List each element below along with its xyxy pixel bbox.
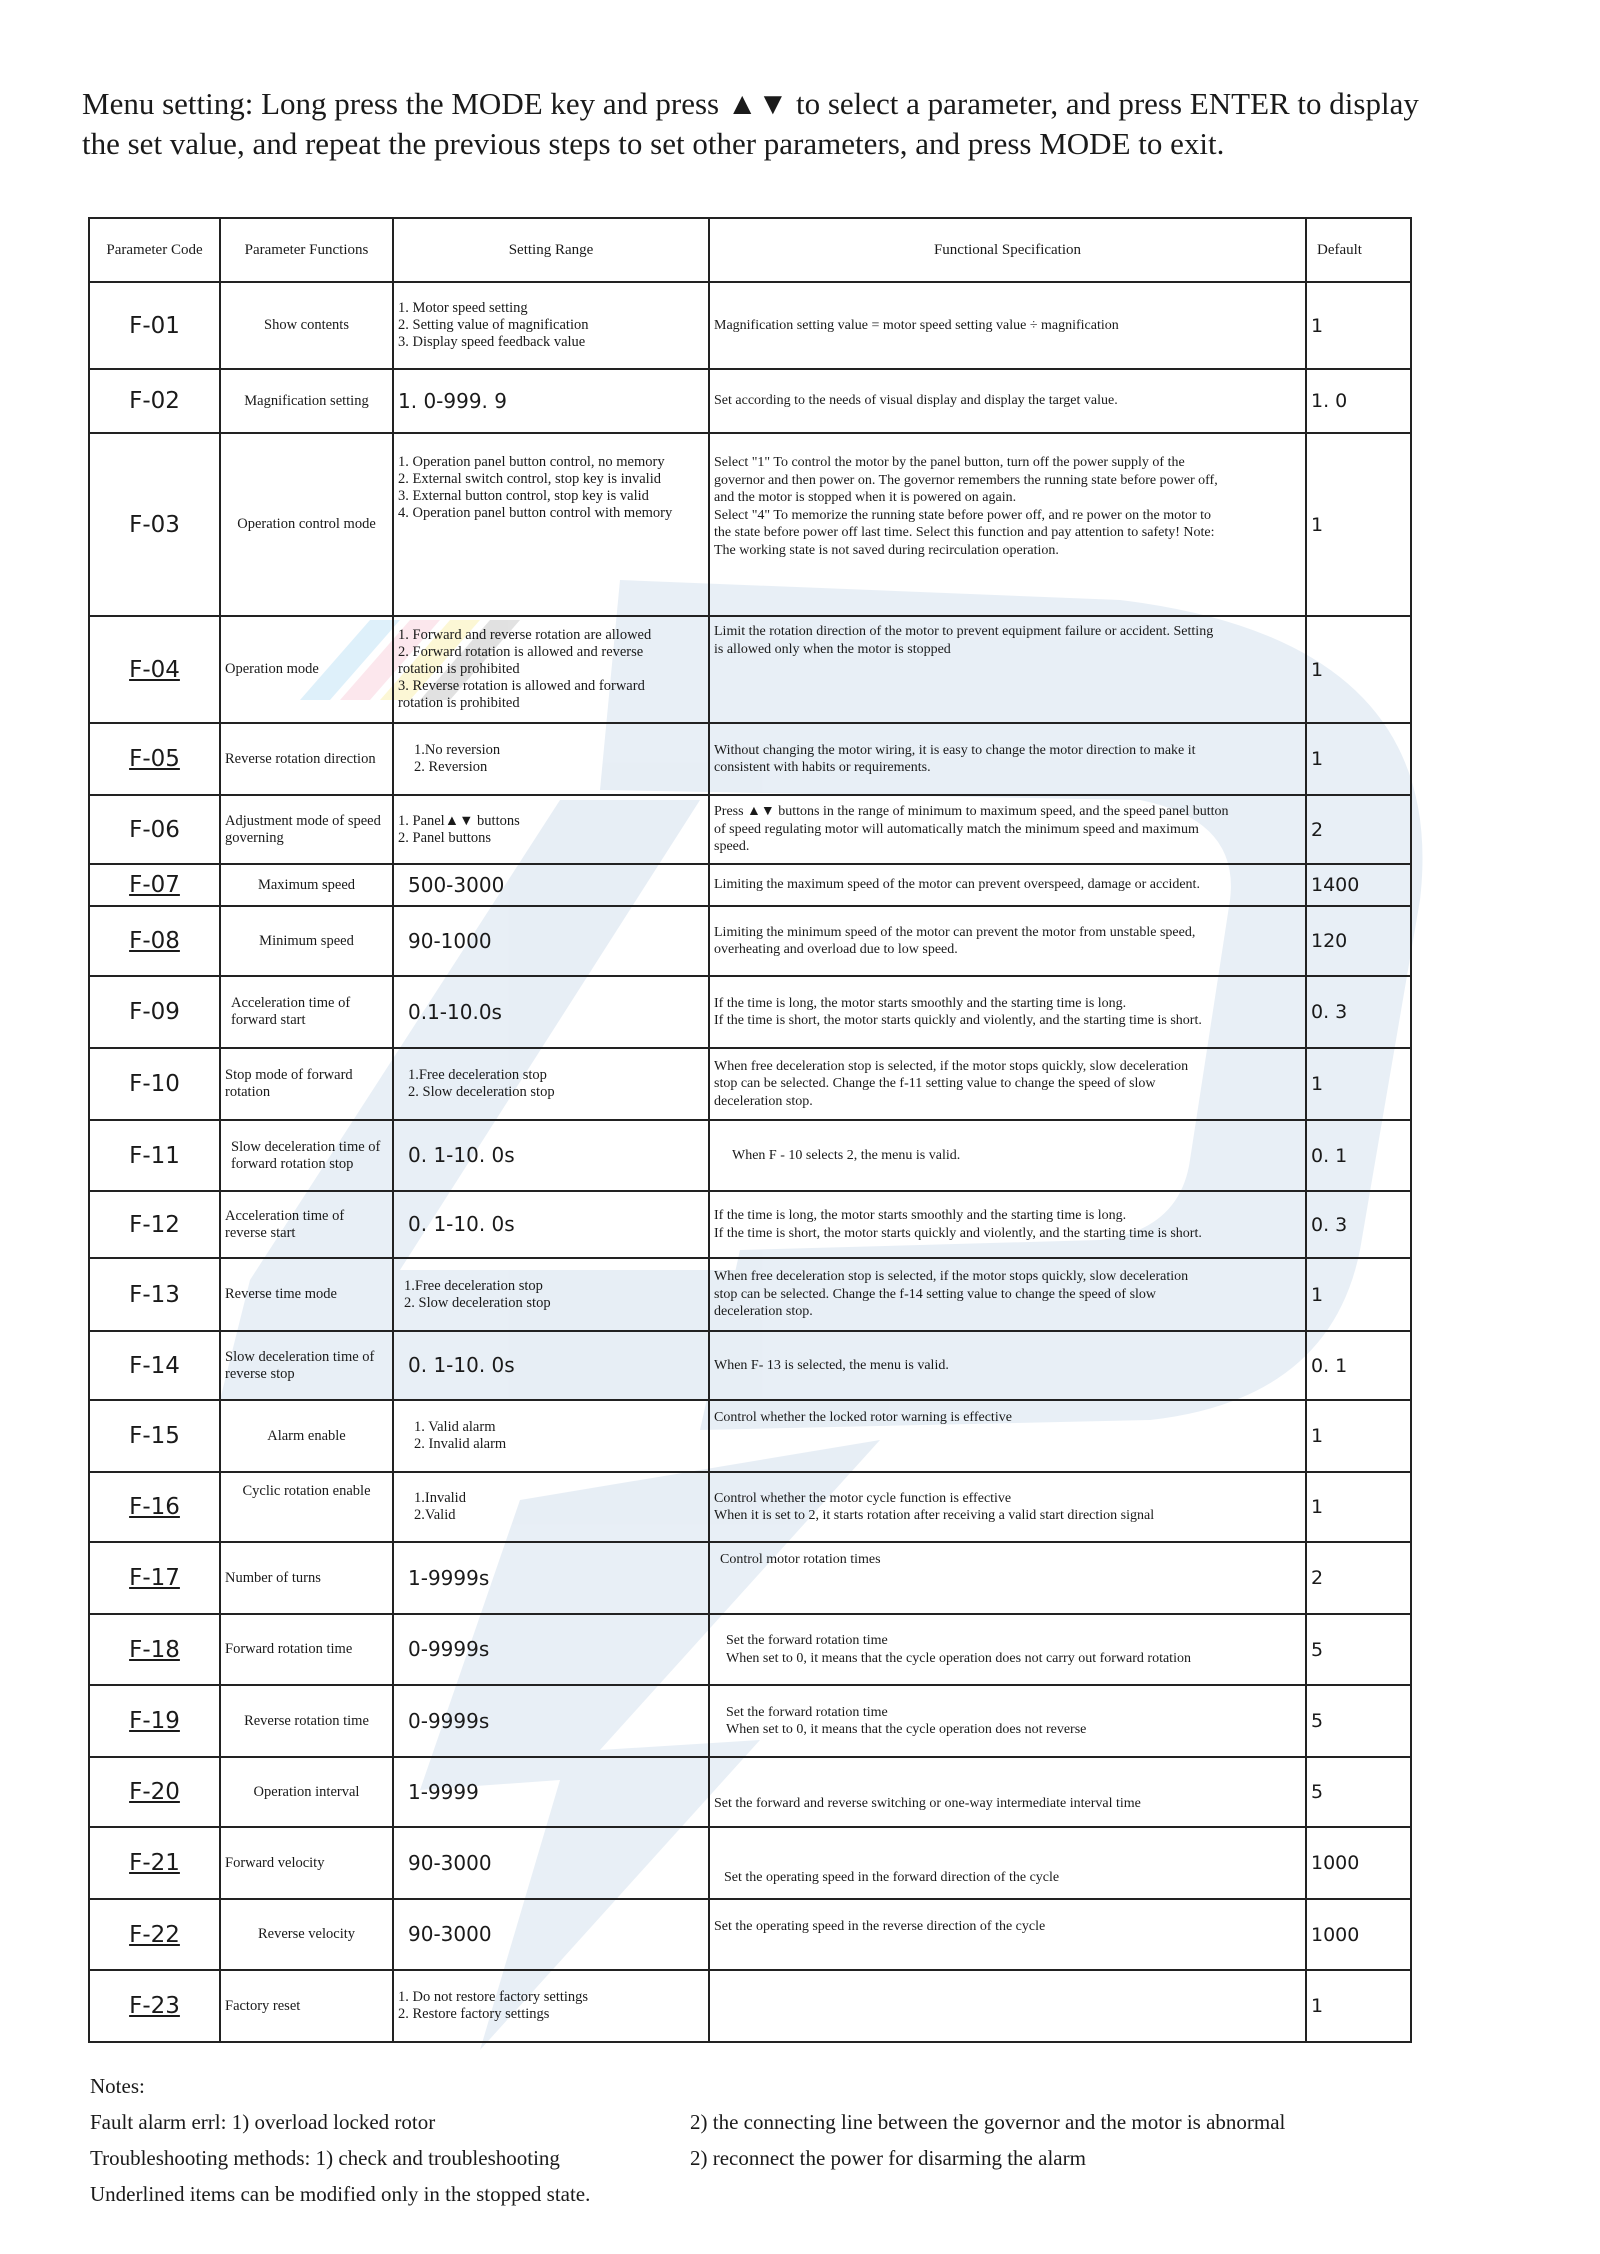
table-row [89,433,1411,616]
param-spec: Control whether the locked rotor warning is effective [709,1400,1306,1472]
param-range: 1. 0-999. 9 [393,369,709,433]
param-default: 1000 [1306,1827,1411,1899]
param-range: 90-3000 [393,1827,709,1899]
param-range: 0-9999s [393,1614,709,1685]
param-spec: Limiting the maximum speed of the motor can prevent overspeed, damage or accident. [709,864,1306,906]
param-default: 0. 3 [1306,1191,1411,1258]
header-setting-range: Setting Range [393,218,709,282]
param-function: Acceleration time of forward start [220,976,393,1048]
table-row [89,1614,1411,1685]
param-spec: Select "1" To control the motor by the panel button, turn off the power supply of the governor and then power on. The governor remembers the running state before power off, and the motor is stopped when it is powered on again. Select "4" To memorize the running state before power off, and re power on the motor to the state before power off last time. Select this function and pay attention to safety! Note: The working state is not saved during recirculation operation. [709,433,1306,616]
troubleshooting-note: Troubleshooting methods: 1) check and troubleshooting [90,2146,560,2170]
param-function: Reverse time mode [220,1258,393,1331]
param-default: 0. 1 [1306,1120,1411,1191]
param-spec: Press ▲▼ buttons in the range of minimum to maximum speed, and the speed panel button of speed regulating motor will automatically match the minimum speed and maximum speed. [709,795,1306,864]
param-spec: If the time is long, the motor starts smoothly and the starting time is long. If the time is short, the motor starts quickly and violently, and the starting time is short. [709,1191,1306,1258]
param-function: Operation control mode [220,433,393,616]
param-spec: Limit the rotation direction of the motor to prevent equipment failure or accident. Setting is allowed only when the motor is stopped [709,616,1306,723]
param-function: Forward rotation time [220,1614,393,1685]
table-row [89,1970,1411,2042]
notes-title: Notes: [90,2074,145,2098]
param-code: F-17 [129,1565,180,1591]
param-function: Cyclic rotation enable [220,1472,393,1542]
param-code: F-09 [89,976,220,1048]
param-spec: Set the forward rotation time When set to 0, it means that the cycle operation does not carry out forward rotation [709,1614,1306,1685]
param-code: F-02 [89,369,220,433]
param-range: 0.1-10.0s [393,976,709,1048]
param-code: F-20 [129,1779,180,1805]
param-default: 1400 [1306,864,1411,906]
param-function: Show contents [220,282,393,369]
param-code: F-04 [129,656,180,683]
param-function: Minimum speed [220,906,393,976]
param-default: 1 [1306,1258,1411,1331]
table-row [89,795,1411,864]
param-function: Reverse rotation direction [220,723,393,795]
param-code: F-06 [89,795,220,864]
param-range: 1.Free deceleration stop 2. Slow deceleration stop [393,1048,709,1120]
param-spec: Set according to the needs of visual display and display the target value. [709,369,1306,433]
table-row [89,1899,1411,1970]
param-default: 5 [1306,1757,1411,1827]
param-spec: Magnification setting value = motor speed setting value ÷ magnification [709,282,1306,369]
param-range: 1.No reversion 2. Reversion [393,723,709,795]
param-code: F-11 [89,1120,220,1191]
param-spec: Set the forward and reverse switching or one-way intermediate interval time [709,1757,1306,1827]
header-functional-specification: Functional Specification [709,218,1306,282]
param-spec: If the time is long, the motor starts smoothly and the starting time is long. If the time is short, the motor starts quickly and violently, and the starting time is short. [709,976,1306,1048]
param-spec: When F- 13 is selected, the menu is valid. [709,1331,1306,1400]
param-code: F-13 [89,1258,220,1331]
menu-instructions [82,84,1542,164]
param-range: 1. Motor speed setting 2. Setting value of magnification 3. Display speed feedback value [393,282,709,369]
param-default: 1 [1306,723,1411,795]
param-function: Forward velocity [220,1827,393,1899]
param-default: 0. 3 [1306,976,1411,1048]
param-range: 0-9999s [393,1685,709,1757]
param-code: F-14 [89,1331,220,1400]
header-parameter-code: Parameter Code [89,218,220,282]
param-range: 0. 1-10. 0s [393,1120,709,1191]
param-code: F-22 [129,1921,180,1948]
param-spec: Set the operating speed in the forward direction of the cycle [709,1827,1306,1899]
param-default: 5 [1306,1685,1411,1757]
param-default: 1 [1306,282,1411,369]
param-spec: Set the operating speed in the reverse direction of the cycle [709,1899,1306,1970]
param-default: 0. 1 [1306,1331,1411,1400]
header-default: Default [1306,218,1411,282]
param-function: Adjustment mode of speed governing [220,795,393,864]
param-code: F-10 [89,1048,220,1120]
param-spec: When free deceleration stop is selected, if the motor stops quickly, slow deceleration stop can be selected. Change the f-14 setting value to change the speed of slow deceleration stop. [709,1258,1306,1331]
param-function: Magnification setting [220,369,393,433]
notes-section [90,2068,1390,2212]
param-function: Alarm enable [220,1400,393,1472]
table-header-row [89,218,1411,282]
param-function: Reverse rotation time [220,1685,393,1757]
parameter-table [88,217,1412,2043]
param-code: F-19 [129,1708,180,1734]
param-default: 1 [1306,1048,1411,1120]
param-default: 1 [1306,433,1411,616]
param-spec: Control motor rotation times [709,1542,1306,1614]
param-function: Maximum speed [220,864,393,906]
param-range: 1-9999s [393,1542,709,1614]
param-code: F-08 [129,928,180,954]
param-function: Factory reset [220,1970,393,2042]
param-function: Operation interval [220,1757,393,1827]
param-function: Slow deceleration time of reverse stop [220,1331,393,1400]
table-row [89,1258,1411,1331]
param-function: Acceleration time of reverse start [220,1191,393,1258]
param-default: 1 [1306,1970,1411,2042]
param-range: 90-3000 [393,1899,709,1970]
table-row [89,1542,1411,1614]
param-range: 500-3000 [393,864,709,906]
param-range: 1-9999 [393,1757,709,1827]
table-row [89,282,1411,369]
param-range: 1. Panel▲▼ buttons 2. Panel buttons [393,795,709,864]
table-row [89,1757,1411,1827]
param-code: F-15 [89,1400,220,1472]
param-default: 1 [1306,1472,1411,1542]
table-row [89,1685,1411,1757]
table-row [89,1048,1411,1120]
param-range: 1. Do not restore factory settings 2. Restore factory settings [393,1970,709,2042]
table-row [89,1120,1411,1191]
param-default: 120 [1306,906,1411,976]
intro-line-1: Menu setting: Long press the MODE key and press ▲▼ to select a parameter, and press ENTER to display [82,86,1419,121]
param-default: 2 [1306,1542,1411,1614]
fault-alarm-note-2: 2) the connecting line between the governor and the motor is abnormal [690,2110,1286,2134]
param-code: F-07 [129,872,180,898]
param-default: 2 [1306,795,1411,864]
param-range: 1.Free deceleration stop 2. Slow deceleration stop [393,1258,709,1331]
param-code: F-12 [89,1191,220,1258]
param-range: 1.Invalid 2.Valid [393,1472,709,1542]
header-parameter-functions: Parameter Functions [220,218,393,282]
param-spec: Without changing the motor wiring, it is easy to change the motor direction to make it consistent with habits or requirements. [709,723,1306,795]
table-row [89,1191,1411,1258]
table-row [89,864,1411,906]
table-row [89,723,1411,795]
table-row [89,616,1411,723]
param-function: Number of turns [220,1542,393,1614]
param-spec: When free deceleration stop is selected, if the motor stops quickly, slow deceleration stop can be selected. Change the f-11 setting value to change the speed of slow deceleration stop. [709,1048,1306,1120]
param-code: F-23 [129,1993,180,2019]
table-row [89,1400,1411,1472]
param-code: F-01 [89,282,220,369]
table-row [89,1331,1411,1400]
param-spec [709,1970,1306,2042]
param-default: 1. 0 [1306,369,1411,433]
param-code: F-03 [89,433,220,616]
param-function: Stop mode of forward rotation [220,1048,393,1120]
param-code: F-18 [129,1636,180,1663]
table-row [89,1472,1411,1542]
param-range: 90-1000 [393,906,709,976]
table-row [89,1827,1411,1899]
param-code: F-16 [129,1494,180,1520]
param-default: 1 [1306,1400,1411,1472]
table-row [89,906,1411,976]
param-default: 1 [1306,616,1411,723]
param-function: Slow deceleration time of forward rotation stop [220,1120,393,1191]
intro-line-2: the set value, and repeat the previous steps to set other parameters, and press MODE to exit. [82,126,1225,161]
param-spec: Set the forward rotation time When set to 0, it means that the cycle operation does not reverse [709,1685,1306,1757]
param-code: F-05 [129,746,180,772]
param-default: 1000 [1306,1899,1411,1970]
param-function: Reverse velocity [220,1899,393,1970]
param-range: 1. Operation panel button control, no memory 2. External switch control, stop key is invalid 3. External button control, stop key is valid 4. Operation panel button control with memory [393,433,709,616]
param-range: 1. Forward and reverse rotation are allowed 2. Forward rotation is allowed and reverse rotation is prohibited 3. Reverse rotation is allowed and forward rotation is prohibited [393,616,709,723]
param-range: 1. Valid alarm 2. Invalid alarm [393,1400,709,1472]
param-range: 0. 1-10. 0s [393,1191,709,1258]
troubleshooting-note-2: 2) reconnect the power for disarming the alarm [690,2146,1086,2170]
param-code: F-21 [129,1850,180,1876]
underline-note: Underlined items can be modified only in the stopped state. [90,2182,591,2206]
param-range: 0. 1-10. 0s [393,1331,709,1400]
table-row [89,976,1411,1048]
param-spec: Limiting the minimum speed of the motor can prevent the motor from unstable speed, overheating and overload due to low speed. [709,906,1306,976]
table-row [89,369,1411,433]
param-function: Operation mode [220,616,393,723]
param-default: 5 [1306,1614,1411,1685]
param-spec: When F - 10 selects 2, the menu is valid. [709,1120,1306,1191]
fault-alarm-note: Fault alarm errl: 1) overload locked rotor [90,2110,436,2134]
param-spec: Control whether the motor cycle function is effective When it is set to 2, it starts rotation after receiving a valid start direction signal [709,1472,1306,1542]
